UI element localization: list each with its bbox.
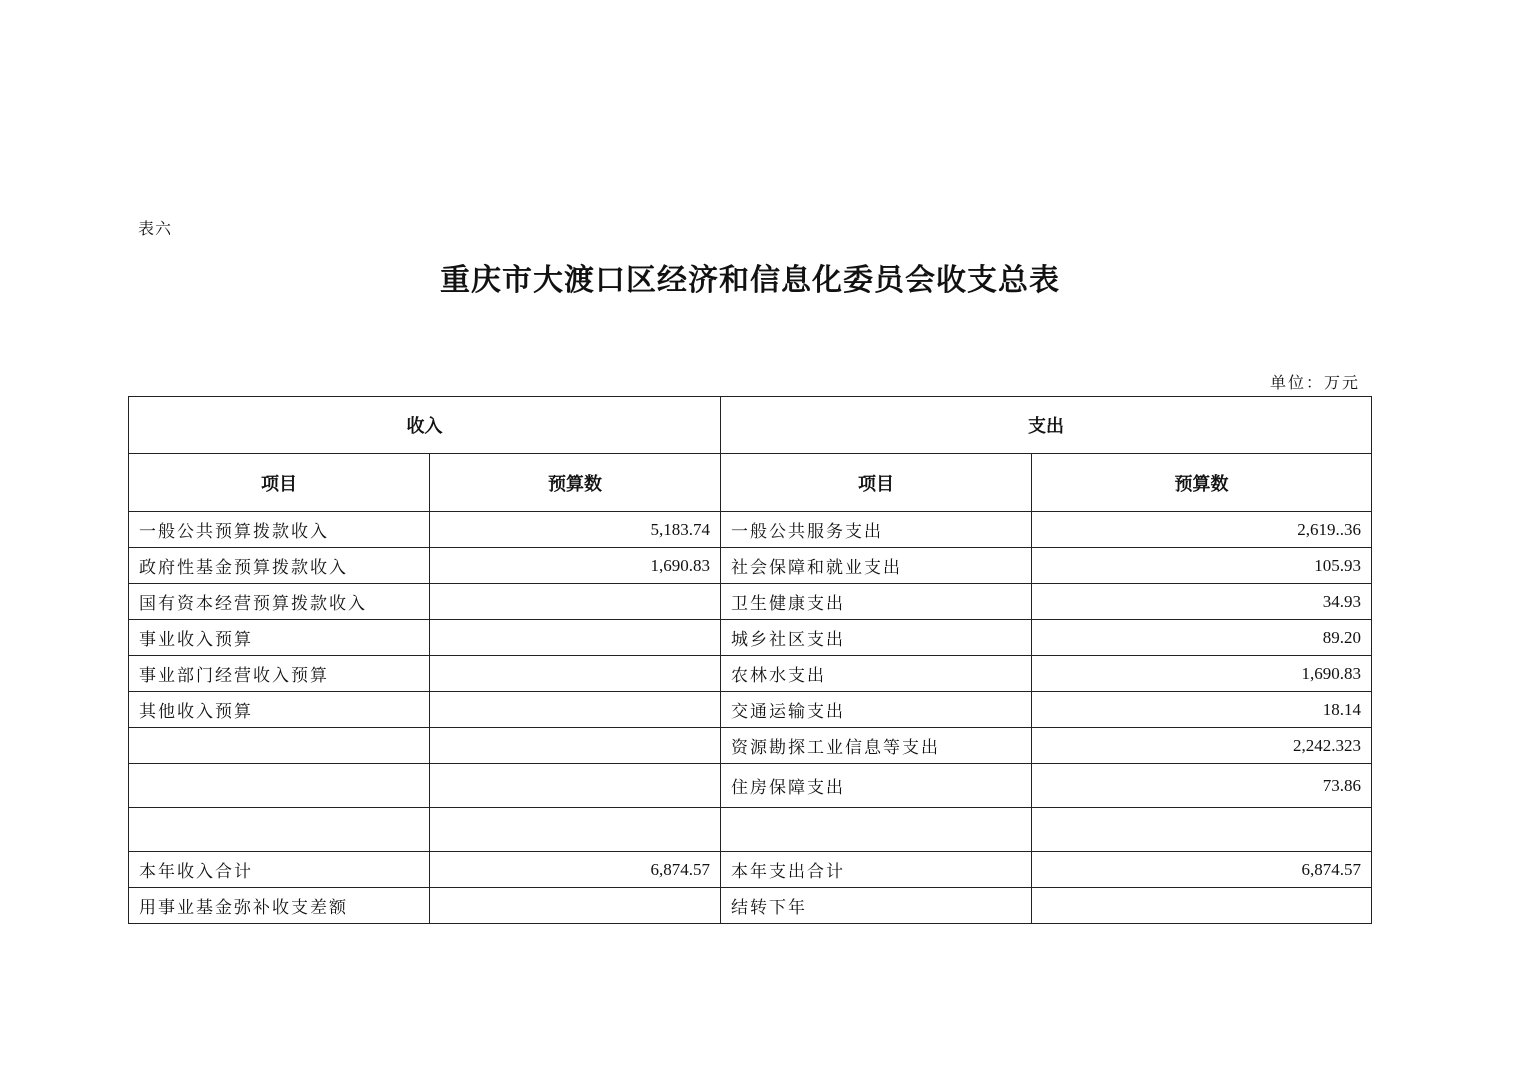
- income-item-cell: 政府性基金预算拨款收入: [129, 548, 430, 584]
- table-row: [129, 548, 1372, 584]
- income-budget-cell: 5,183.74: [430, 512, 721, 548]
- expense-item-cell: 农林水支出: [721, 656, 1032, 692]
- unit-label: 单位：万元: [1269, 373, 1360, 392]
- income-item-cell: [129, 728, 430, 764]
- expense-header: 支出: [721, 397, 1372, 454]
- income-budget-cell: [430, 620, 721, 656]
- income-budget-cell: [430, 808, 721, 852]
- expense-item-cell: 一般公共服务支出: [721, 512, 1032, 548]
- income-budget-cell: [430, 728, 721, 764]
- income-budget-cell: [430, 888, 721, 924]
- expense-item-cell: [721, 808, 1032, 852]
- expense-item-cell: 交通运输支出: [721, 692, 1032, 728]
- page-title: 重庆市大渡口区经济和信息化委员会收支总表: [440, 263, 1060, 298]
- income-item-cell: [129, 808, 430, 852]
- income-item-cell: 国有资本经营预算拨款收入: [129, 584, 430, 620]
- table-row: [129, 728, 1372, 764]
- expense-budget-cell: 6,874.57: [1032, 852, 1372, 888]
- expense-budget-cell: 18.14: [1032, 692, 1372, 728]
- header-row-top: [129, 397, 1372, 454]
- table-row: [129, 888, 1372, 924]
- income-item-cell: 本年收入合计: [129, 852, 430, 888]
- budget-table: [128, 396, 1372, 924]
- table-row: [129, 512, 1372, 548]
- table-row: [129, 656, 1372, 692]
- table-row: [129, 620, 1372, 656]
- income-header: 收入: [129, 397, 721, 454]
- income-budget-cell: 1,690.83: [430, 548, 721, 584]
- income-item-cell: 一般公共预算拨款收入: [129, 512, 430, 548]
- income-item-cell: 事业收入预算: [129, 620, 430, 656]
- header-row-sub: [129, 454, 1372, 512]
- expense-budget-cell: 1,690.83: [1032, 656, 1372, 692]
- table-row: [129, 764, 1372, 808]
- income-item-cell: 用事业基金弥补收支差额: [129, 888, 430, 924]
- income-item-cell: 其他收入预算: [129, 692, 430, 728]
- expense-budget-cell: 2,242.323: [1032, 728, 1372, 764]
- expense-item-cell: 卫生健康支出: [721, 584, 1032, 620]
- expense-budget-cell: [1032, 888, 1372, 924]
- expense-budget-header: 预算数: [1032, 454, 1372, 512]
- expense-budget-cell: 2,619..36: [1032, 512, 1372, 548]
- table-row: [129, 692, 1372, 728]
- income-budget-cell: 6,874.57: [430, 852, 721, 888]
- expense-budget-cell: 105.93: [1032, 548, 1372, 584]
- income-budget-header: 预算数: [430, 454, 721, 512]
- expense-item-cell: 资源勘探工业信息等支出: [721, 728, 1032, 764]
- income-budget-cell: [430, 584, 721, 620]
- income-budget-cell: [430, 764, 721, 808]
- expense-budget-cell: 34.93: [1032, 584, 1372, 620]
- table-row: [129, 584, 1372, 620]
- expense-budget-cell: 73.86: [1032, 764, 1372, 808]
- table-row: [129, 808, 1372, 852]
- expense-item-cell: 城乡社区支出: [721, 620, 1032, 656]
- income-item-header: 项目: [129, 454, 430, 512]
- expense-item-cell: 结转下年: [721, 888, 1032, 924]
- income-item-cell: [129, 764, 430, 808]
- expense-item-header: 项目: [721, 454, 1032, 512]
- expense-item-cell: 住房保障支出: [721, 764, 1032, 808]
- income-budget-cell: [430, 692, 721, 728]
- table-label: 表六: [138, 219, 173, 238]
- expense-item-cell: 社会保障和就业支出: [721, 548, 1032, 584]
- income-item-cell: 事业部门经营收入预算: [129, 656, 430, 692]
- expense-item-cell: 本年支出合计: [721, 852, 1032, 888]
- expense-budget-cell: 89.20: [1032, 620, 1372, 656]
- income-budget-cell: [430, 656, 721, 692]
- expense-budget-cell: [1032, 808, 1372, 852]
- table-row: [129, 852, 1372, 888]
